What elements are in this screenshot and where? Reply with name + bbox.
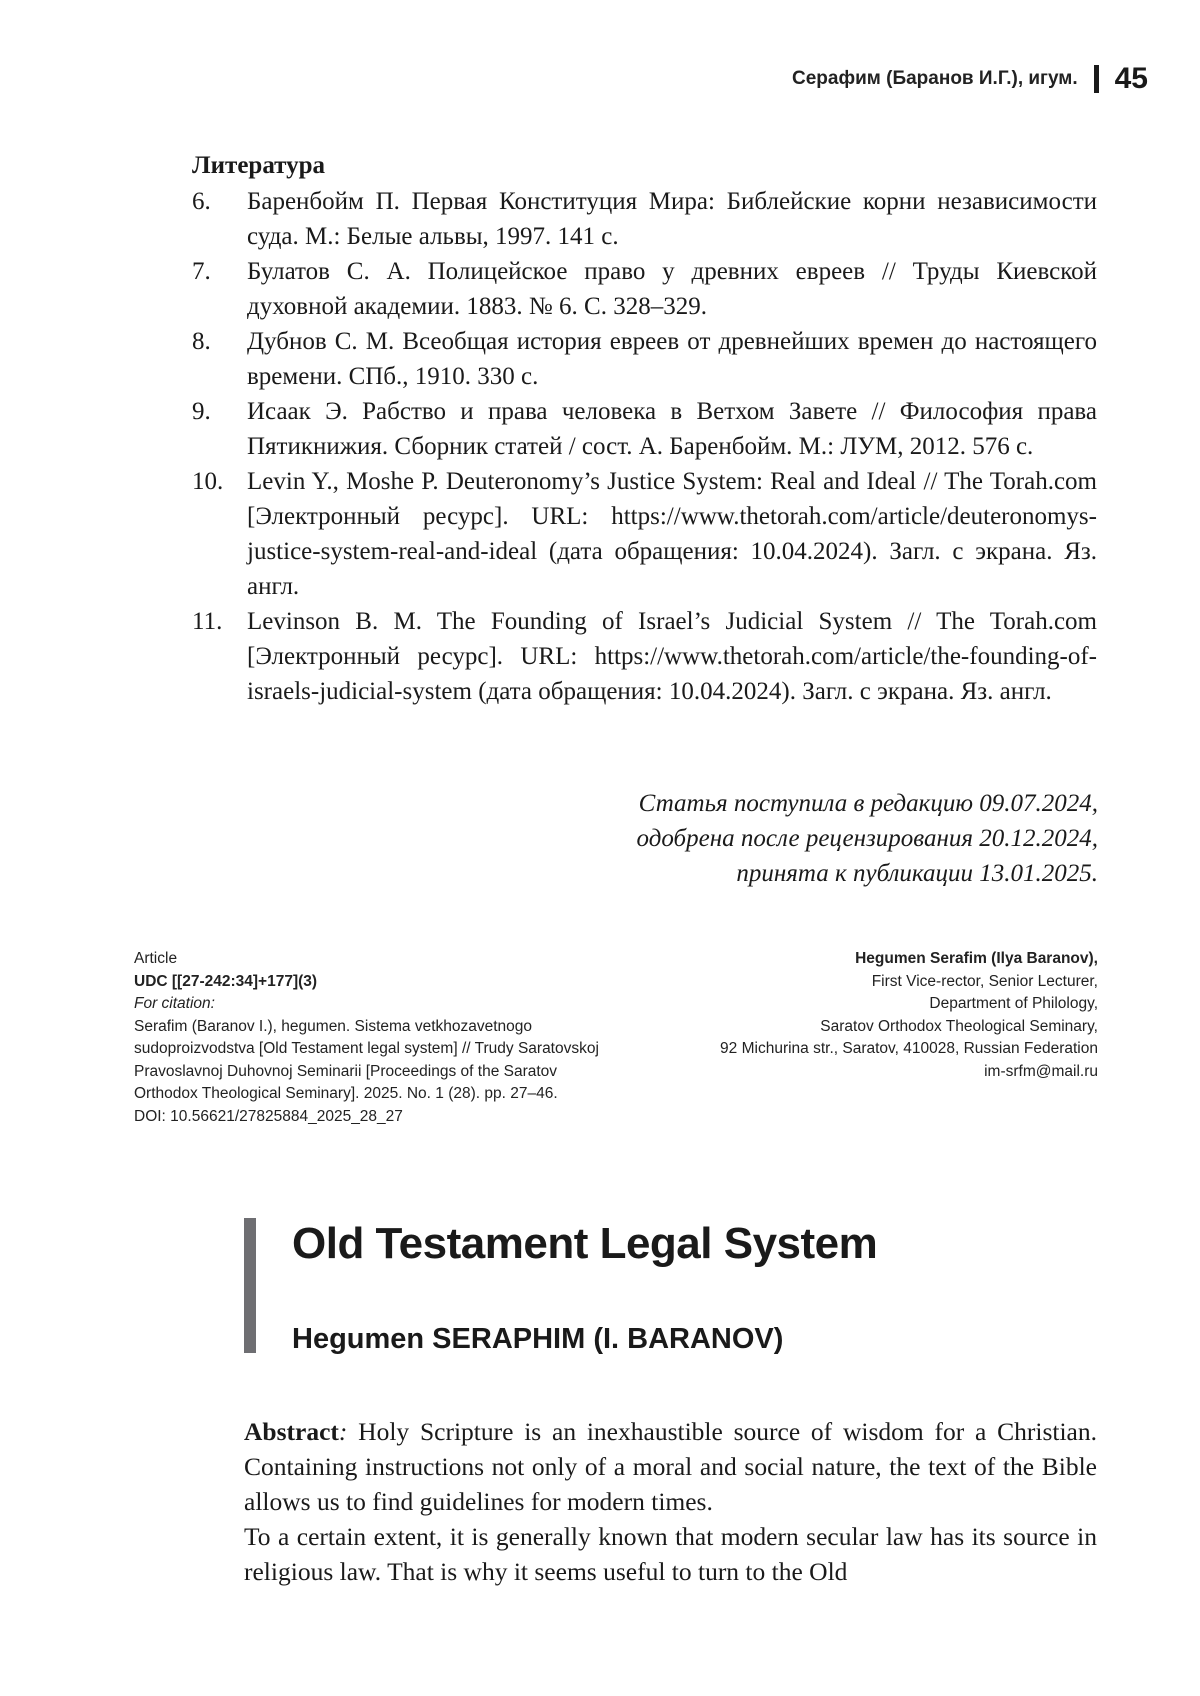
author-email[interactable]: im-srfm@mail.ru bbox=[984, 1062, 1098, 1080]
article-author: Hegumen SERAPHIM (I. BARANOV) bbox=[292, 1323, 784, 1355]
citation-text: Serafim (Baranov I.), hegumen. Sistema vetkhozavetnogo sudoproizvodstva [Old Testament legal system] // Trudy Saratovskoj Pravoslavnoj Duhovnoj Seminarii [Proceedings of the Saratov Orthodox Theological Seminary]. 2025. No. 1 (28). pp. 27–46. bbox=[134, 1017, 599, 1102]
references-heading: Литература bbox=[192, 152, 326, 179]
reference-text: Булатов С. А. Полицейское право у древних евреев // Труды Киевской духовной академии. 1883. № 6. С. 328–329. bbox=[247, 258, 1097, 320]
running-head bbox=[792, 62, 1148, 96]
references-section bbox=[192, 152, 1097, 709]
title-accent-bar bbox=[244, 1218, 256, 1353]
accepted-date: принята к публикации 13.01.2025. bbox=[736, 860, 1098, 887]
author-institution: Saratov Orthodox Theological Seminary, bbox=[820, 1017, 1098, 1035]
reference-text: Дубнов С. М. Всеобщая история евреев от древнейших времен до настоящего времени. СПб., 1910. 330 с. bbox=[247, 328, 1097, 390]
reference-item bbox=[192, 254, 1097, 324]
article-title-section bbox=[244, 1218, 1104, 1353]
page-number: 45 bbox=[1114, 62, 1148, 95]
reference-number: 10. bbox=[192, 468, 224, 495]
article-type: Article bbox=[134, 950, 178, 967]
author-address: 92 Michurina str., Saratov, 410028, Russian Federation bbox=[720, 1040, 1098, 1057]
submission-dates bbox=[637, 786, 1098, 891]
reference-text: Исаак Э. Рабство и права человека в Ветхом Завете // Философия права Пятикнижия. Сборник статей / сост. А. Баренбойм. М.: ЛУМ, 2012. 576 с. bbox=[247, 398, 1097, 460]
received-date: Статья поступила в редакцию 09.07.2024, bbox=[638, 790, 1098, 817]
reference-text: Levinson B. M. The Founding of Israel’s Judicial System // The Torah.com [Электронный ресурс]. URL: https://www.thetorah.com/article/the-founding-of-israels-judicial-system (дата обращения: 10.04.2024). Загл. с экрана. Яз. англ. bbox=[247, 608, 1097, 705]
running-author: Серафим (Баранов И.Г.), игум. bbox=[792, 68, 1078, 89]
reference-text: Баренбойм П. Первая Конституция Мира: Библейские корни независимости суда. М.: Белые альвы, 1997. 141 с. bbox=[247, 188, 1097, 250]
header-divider bbox=[1094, 65, 1099, 93]
reference-number: 7. bbox=[192, 258, 211, 285]
abstract-label: Abstract bbox=[244, 1417, 339, 1446]
for-citation-label: For citation: bbox=[134, 995, 215, 1012]
citation-block bbox=[134, 948, 614, 1128]
reference-number: 8. bbox=[192, 328, 211, 355]
author-department: Department of Philology, bbox=[929, 995, 1098, 1012]
abstract-paragraph bbox=[244, 1414, 1097, 1519]
reference-item bbox=[192, 184, 1097, 254]
reference-text: Levin Y., Moshe P. Deuteronomy’s Justice System: Real and Ideal // The Torah.com [Электронный ресурс]. URL: https://www.thetorah.com/article/deuteronomys-justice-system-real-and-ideal (дата обращения: 10.04.2024). Загл. с экрана. Яз. англ. bbox=[247, 468, 1097, 600]
abstract-text: Holy Scripture is an inexhaustible source of wisdom for a Christian. Containing instructions not only of a moral and social nature, the text of the Bible allows us to find guidelines for modern times. bbox=[244, 1417, 1097, 1516]
udc-code: UDC [[27-242:34]+177](3) bbox=[134, 972, 318, 990]
author-name: Hegumen Serafim (Ilya Baranov), bbox=[855, 950, 1098, 967]
reference-item bbox=[192, 464, 1097, 604]
references-list bbox=[192, 184, 1097, 709]
abstract-colon: : bbox=[338, 1417, 348, 1446]
reference-item bbox=[192, 604, 1097, 709]
reference-number: 11. bbox=[192, 608, 223, 635]
abstract-paragraph: To a certain extent, it is generally known that modern secular law has its source in religious law. That is why it seems useful to turn to the Old bbox=[244, 1522, 1097, 1586]
doi: DOI: 10.56621/27825884_2025_28_27 bbox=[134, 1107, 403, 1125]
abstract bbox=[244, 1414, 1097, 1589]
reference-number: 6. bbox=[192, 188, 211, 215]
article-title: Old Testament Legal System bbox=[292, 1219, 878, 1268]
reference-item bbox=[192, 394, 1097, 464]
author-position: First Vice-rector, Senior Lecturer, bbox=[871, 972, 1098, 990]
reference-number: 9. bbox=[192, 398, 211, 425]
author-info-block bbox=[578, 948, 1098, 1083]
reference-item bbox=[192, 324, 1097, 394]
reviewed-date: одобрена после рецензирования 20.12.2024, bbox=[636, 825, 1098, 852]
